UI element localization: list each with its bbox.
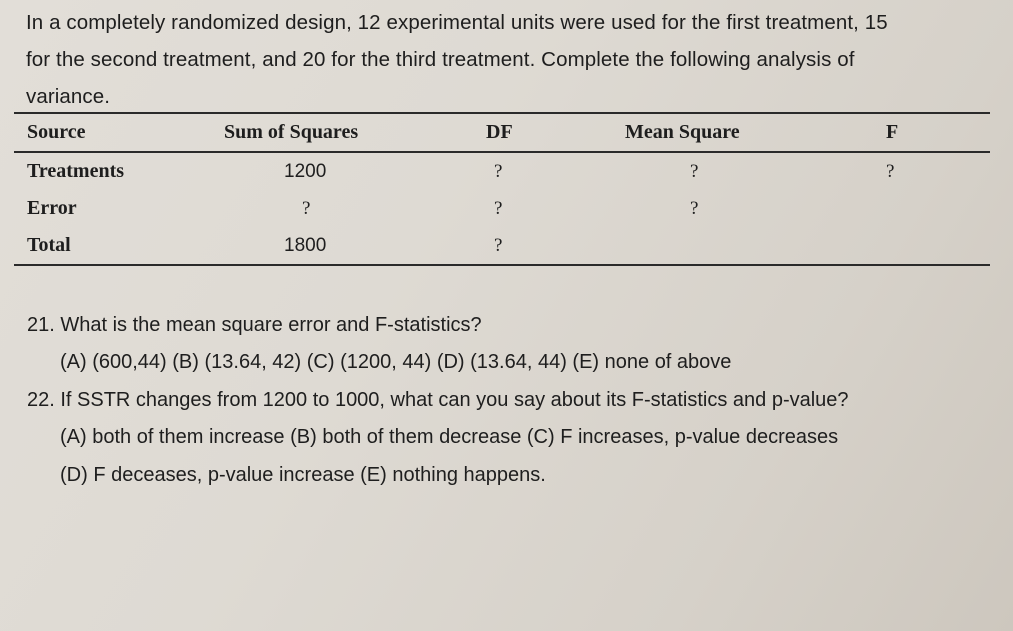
row-error-ss: ? (302, 198, 311, 219)
header-f: F (886, 121, 899, 143)
row-total-source: Total (27, 234, 71, 256)
intro-line-3: variance. (26, 85, 111, 108)
row-total-df: ? (494, 235, 503, 256)
row-total-ss: 1800 (284, 235, 327, 256)
row-treatments-source: Treatments (27, 160, 125, 182)
row-treatments-df: ? (494, 161, 503, 182)
row-treatments-f: ? (886, 161, 895, 182)
table-bottom-rule (14, 264, 990, 266)
row-error-df: ? (494, 198, 503, 219)
problem-statement (26, 4, 986, 115)
header-sum-of-squares: Sum of Squares (224, 121, 359, 143)
row-treatments-ms: ? (690, 161, 699, 182)
intro-line-1: In a completely randomized design, 12 experimental units were used for the first treatment, 15 (26, 11, 888, 34)
row-error-source: Error (27, 197, 77, 219)
question-22-options-line-1: (A) both of them increase (B) both of them decrease (C) F increases, p-value decreases (60, 426, 839, 448)
question-22-options-line-2: (D) F deceases, p-value increase (E) nothing happens. (60, 464, 546, 486)
header-source: Source (27, 121, 86, 143)
question-22: 22. If SSTR changes from 1200 to 1000, what can you say about its F-statistics and p-value? (27, 389, 849, 411)
question-21: 21. What is the mean square error and F-statistics? (27, 314, 482, 336)
table-header-rule (14, 151, 990, 153)
intro-line-2: for the second treatment, and 20 for the third treatment. Complete the following analysis of (26, 48, 855, 71)
question-21-options: (A) (600,44) (B) (13.64, 42) (C) (1200, 44) (D) (13.64, 44) (E) none of above (60, 351, 732, 373)
table-top-rule (14, 112, 990, 114)
row-error-ms: ? (690, 198, 699, 219)
row-treatments-ss: 1200 (284, 161, 327, 182)
header-df: DF (486, 121, 513, 143)
header-mean-square: Mean Square (625, 121, 740, 143)
